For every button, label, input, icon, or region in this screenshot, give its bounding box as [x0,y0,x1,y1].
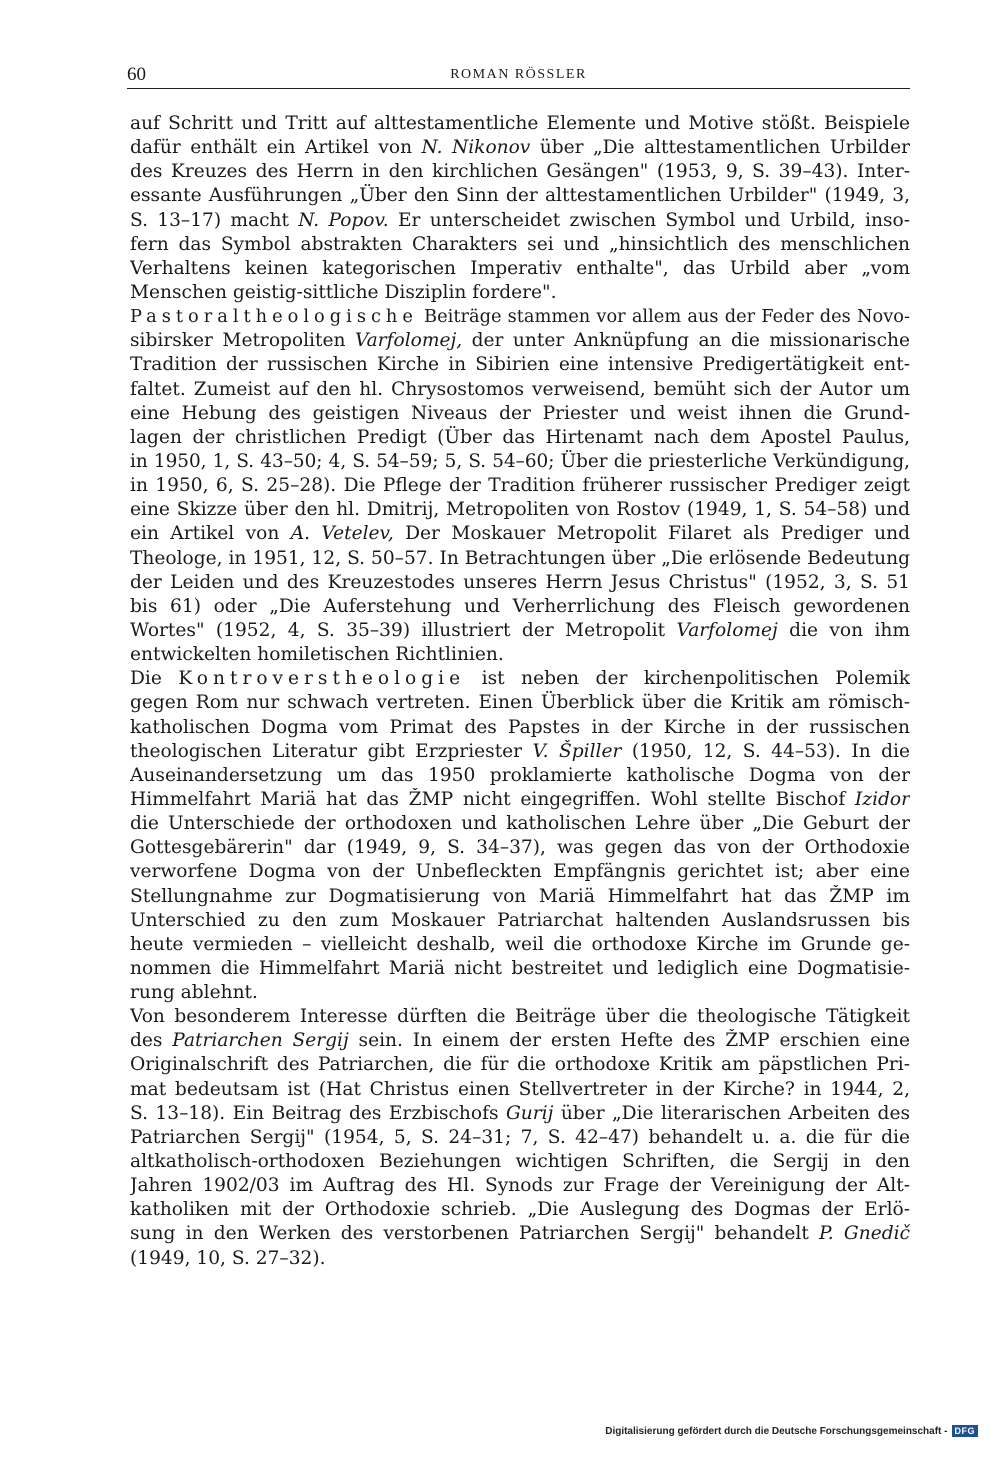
text-segment: mat bedeutsam ist (Hat Christus einen Stellvertreter in der Kirche? in 1944, 2, [130,1078,910,1100]
italic-name: A. Vetelev, [290,523,394,545]
text-segment: in 1950, 1, S. 43–50; 4, S. 54–59; 5, S. 54–60; Über die priesterliche Verkündigung, [130,450,910,472]
text-segment: Himmelfahrt Mariä hat das ŽMP nicht eingegriffen. Wohl stellte Bischof [130,788,855,810]
page-number: 60 [127,64,146,85]
text-line [130,1247,910,1271]
text-segment: sung in den Werken des verstorbenen Patriarchen Sergij" behandelt [130,1223,820,1245]
text-segment: des [130,1030,173,1052]
text-line [130,716,910,740]
text-segment: theologischen Literatur gibt Erzpriester [130,740,533,762]
text-segment: S. 13–18). Ein Beitrag des Erzbischofs [130,1102,506,1124]
text-line [130,233,910,257]
text-line [130,1102,910,1126]
text-segment: Von besonderem Interesse dürften die Beiträge über die theologische Tätigkeit [130,1006,910,1028]
text-line [130,1198,910,1222]
text-segment: des Kreuzes des Herrn in den kirchlichen Gesängen" (1953, 9, S. 39–43). Inter- [130,161,910,183]
running-head [127,64,910,89]
text-line [130,764,910,788]
text-segment: ist neben der kirchenpolitischen Polemik [465,668,910,690]
text-segment: Der Moskauer Metropolit Filaret als Prediger und [393,523,910,545]
text-line [130,305,910,329]
text-line [130,933,910,957]
text-line [130,257,910,281]
text-segment: altkatholisch-orthodoxen Beziehungen wichtigen Schriften, die Sergij in den [130,1151,910,1173]
text-line [130,691,910,715]
text-segment: Menschen geistig-sittliche Disziplin fordere". [130,281,557,303]
text-line [130,885,910,909]
text-line [130,957,910,981]
text-segment: ein Artikel von [130,523,291,545]
text-line [130,981,910,1005]
text-line [130,522,910,546]
text-line [130,1078,910,1102]
text-line [130,619,910,643]
text-segment: Gottesgebärerin" dar (1949, 9, S. 34–37), was gegen das von der Orthodoxie [130,837,910,859]
text-segment: der Leiden und des Kreuzestodes unseres Herrn Jesus Christus" (1952, 3, S. 51 [130,571,910,593]
text-segment: bis 61) oder „Die Auferstehung und Verherrlichung des Fleisch gewordenen [130,595,910,617]
text-segment: katholiken mit der Orthodoxie schrieb. „Die Auslegung des Dogmas der Erlö- [130,1199,910,1221]
text-line [130,498,910,522]
text-segment: sein. In einem der ersten Hefte des ŽMP erschien eine [348,1030,910,1052]
footer-text: Digitalisierung gefördert durch die Deutsche Forschungsgemeinschaft - [605,1425,948,1437]
text-segment: heute vermieden – vielleicht deshalb, weil die orthodoxe Kirche im Grunde ge- [130,933,910,955]
text-line [130,1053,910,1077]
text-segment: Stellungnahme zur Dogmatisierung von Mariä Himmelfahrt hat das ŽMP im [130,885,910,907]
text-segment: Beiträge stammen vor allem aus der Feder des Novo- [417,306,910,328]
text-segment: auf Schritt und Tritt auf alttestamentliche Elemente und Motive stößt. Beispiele [130,113,910,134]
text-segment: katholischen Dogma vom Primat des Papstes in der Kirche in der russischen [130,716,910,738]
text-segment: Jahren 1902/03 im Auftrag des Hl. Synods zur Frage der Vereinigung der Alt- [130,1175,910,1197]
italic-name: Izidor [854,788,910,810]
text-segment: verworfene Dogma von der Unbefleckten Empfängnis gerichtet ist; aber eine [130,861,910,883]
italic-name: N. Nikonov [421,137,531,159]
text-line [130,1029,910,1053]
text-segment: Verhaltens keinen kategorischen Imperativ enthalte", das Urbild aber „vom [130,257,910,279]
text-segment: faltet. Zumeist auf den hl. Chrysostomos verweisend, bemüht sich der Autor um [130,378,910,400]
text-line [130,281,910,305]
text-segment: nommen die Himmelfahrt Mariä nicht bestreitet und lediglich eine Dogmatisie- [130,957,910,979]
text-line [130,112,910,136]
italic-name: P. Gnedič [819,1223,910,1245]
italic-name: Varfolomej [676,619,778,641]
text-segment: S. 13–17) macht [130,209,299,231]
text-segment: die von ihm [777,619,910,641]
text-segment: der unter Anknüpfung an die missionarische [462,330,910,352]
text-segment: Er unterscheidet zwischen Symbol und Urbild, inso- [388,209,910,231]
text-segment: gegen Rom nur schwach vertreten. Einen Überblick über die Kritik am römisch- [130,692,910,714]
text-line [130,378,910,402]
spaced-term: Pastoraltheologische [130,306,418,328]
text-segment: fern das Symbol abstrakten Charakters sei und „hinsichtlich des menschlichen [130,233,910,255]
italic-name: V. Špiller [532,740,622,762]
text-line [130,643,910,667]
italic-name: Gurij [505,1102,554,1124]
text-segment: essante Ausführungen „Über den Sinn der alttestamentlichen Urbilder" (1949, 3, [130,185,910,207]
text-line [130,860,910,884]
dfg-logo: DFG [952,1425,979,1437]
text-line [130,667,910,691]
text-line [130,1126,910,1150]
text-line [130,788,910,812]
italic-name: Varfolomej, [354,330,463,352]
text-line [130,571,910,595]
text-segment: Wortes" (1952, 4, S. 35–39) illustriert der Metropolit [130,619,677,641]
text-line [130,184,910,208]
text-line [130,1222,910,1246]
text-line [130,740,910,764]
italic-name: N. Popov. [298,209,389,231]
text-line [130,426,910,450]
text-segment: Unterschied zu den zum Moskauer Patriarchat haltenden Auslandsrussen bis [130,909,910,931]
body-text [130,112,910,1271]
text-line [130,450,910,474]
italic-name: Patriarchen Sergij [172,1030,349,1052]
text-segment: Originalschrift des Patriarchen, die für die orthodoxe Kritik am päpstlichen Pri- [130,1054,910,1076]
text-segment: Patriarchen Sergij" (1954, 5, S. 24–31; 7, S. 42–47) behandelt u. a. die für die [130,1126,910,1148]
text-line [130,547,910,571]
text-segment: in 1950, 6, S. 25–28). Die Pflege der Tradition früherer russischer Prediger zeigt [130,475,910,497]
text-line [130,1005,910,1029]
digitization-footer [605,1425,978,1437]
text-line [130,1174,910,1198]
text-line [130,474,910,498]
text-segment: über „Die alttestamentlichen Urbilder [530,137,910,159]
text-segment: sibirsker Metropoliten [130,330,355,352]
text-line [130,353,910,377]
text-segment: über „Die literarischen Arbeiten des [553,1102,910,1124]
text-segment: Die [130,668,179,690]
text-segment: Tradition der russischen Kirche in Sibirien eine intensive Predigertätigkeit ent- [130,354,910,376]
text-line [130,909,910,933]
text-line [130,595,910,619]
text-segment: (1949, 10, S. 27–32). [130,1247,326,1269]
text-line [130,836,910,860]
text-segment: eine Hebung des geistigen Niveaus der Priester und weist ihnen die Grund- [130,402,910,424]
text-line [130,402,910,426]
text-line [130,209,910,233]
spaced-term: Kontroverstheologie [178,668,466,690]
text-segment: Theologe, in 1951, 12, S. 50–57. In Betrachtungen über „Die erlösende Bedeutung [130,547,910,569]
text-line [130,1150,910,1174]
text-segment: die Unterschiede der orthodoxen und katholischen Lehre über „Die Geburt der [130,813,910,835]
text-line [130,812,910,836]
text-line [130,329,910,353]
text-segment: lagen der christlichen Predigt (Über das Hirtenamt nach dem Apostel Paulus, [130,426,910,448]
text-segment: dafür enthält ein Artikel von [130,137,422,159]
text-line [130,160,910,184]
text-line [130,136,910,160]
text-segment: (1950, 12, S. 44–53). In die [621,740,910,762]
running-title: ROMAN RÖSSLER [450,67,587,82]
text-segment: Auseinandersetzung um das 1950 proklamierte katholische Dogma von der [130,764,910,786]
text-segment: entwickelten homiletischen Richtlinien. [130,644,504,666]
text-segment: eine Skizze über den hl. Dmitrij, Metropoliten von Rostov (1949, 1, S. 54–58) und [130,499,910,521]
text-segment: rung ablehnt. [130,982,258,1004]
